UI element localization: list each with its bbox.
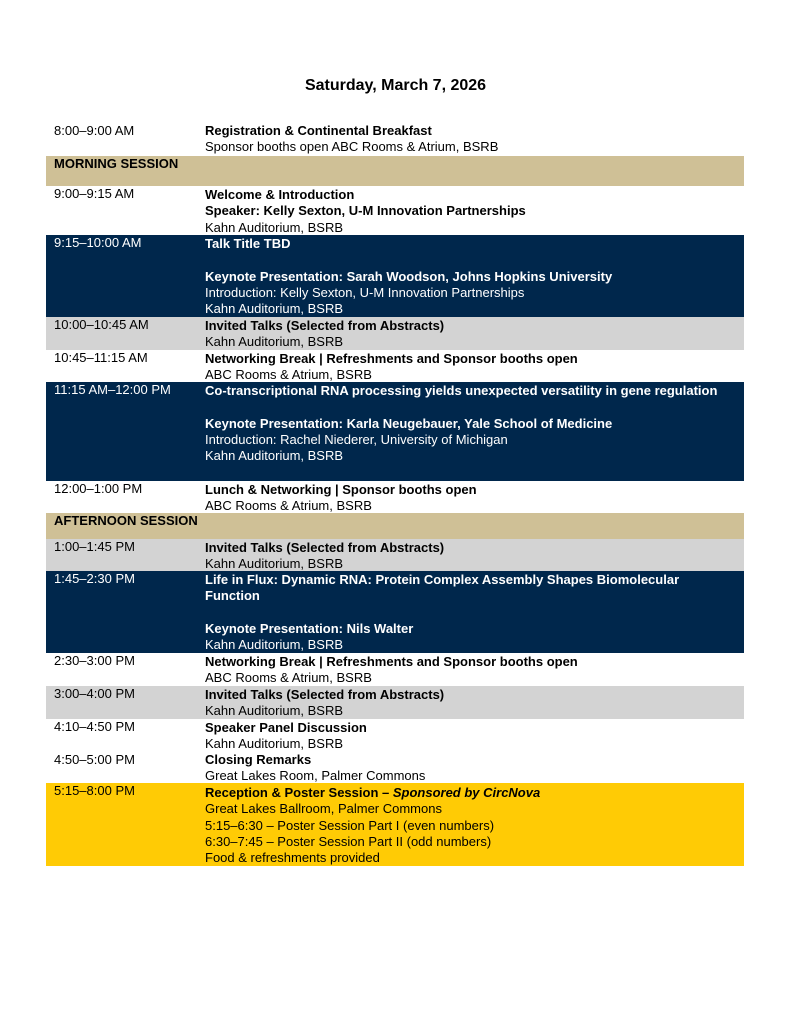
event-detail: ABC Rooms & Atrium, BSRB xyxy=(205,498,372,514)
schedule-row xyxy=(46,481,744,513)
schedule-row xyxy=(46,719,744,752)
event-title-line xyxy=(205,785,736,801)
event-title: Networking Break | Refreshments and Sponsor booths open xyxy=(205,351,578,366)
event-detail: Food & refreshments provided xyxy=(205,850,380,866)
schedule-row xyxy=(46,317,744,350)
time-cell: 8:00–9:00 AM xyxy=(54,123,135,138)
schedule-row xyxy=(46,686,744,719)
event-detail: Kahn Auditorium, BSRB xyxy=(205,736,344,752)
event-title: Registration & Continental Breakfast xyxy=(205,123,432,138)
time-cell: 1:45–2:30 PM xyxy=(54,571,135,586)
event-title: Invited Talks (Selected from Abstracts) xyxy=(205,540,445,555)
time-cell: 4:50–5:00 PM xyxy=(54,752,135,767)
schedule-row xyxy=(46,350,744,382)
event-keynote: Keynote Presentation: Karla Neugebauer, Yale School of Medicine xyxy=(205,415,613,431)
event-title: Invited Talks (Selected from Abstracts) xyxy=(205,318,445,333)
time-cell: 1:00–1:45 PM xyxy=(54,539,135,554)
event-title: Invited Talks (Selected from Abstracts) xyxy=(205,687,445,702)
time-cell: 5:15–8:00 PM xyxy=(54,783,135,798)
event-title: Welcome & Introduction xyxy=(205,187,355,202)
event-keynote: Keynote Presentation: Nils Walter xyxy=(205,620,414,636)
schedule-table xyxy=(46,123,744,866)
schedule-row xyxy=(46,539,744,571)
event-speaker: Speaker: Kelly Sexton, U-M Innovation Partnerships xyxy=(205,203,526,219)
schedule-row-keynote xyxy=(46,382,744,481)
event-title: Life in Flux: Dynamic RNA: Protein Complex Assembly Shapes Biomolecular Function xyxy=(205,572,680,604)
schedule-row xyxy=(46,752,744,783)
event-detail: Great Lakes Room, Palmer Commons xyxy=(205,768,426,784)
event-detail: Kahn Auditorium, BSRB xyxy=(205,334,344,350)
section-header-morning: MORNING SESSION xyxy=(46,156,744,186)
event-title: Reception & Poster Session – xyxy=(205,785,393,800)
event-sponsor: Sponsored by CircNova xyxy=(392,785,541,800)
time-cell: 2:30–3:00 PM xyxy=(54,653,135,668)
event-title: Co-transcriptional RNA processing yields unexpected versatility in gene regulation xyxy=(205,383,718,398)
event-detail: ABC Rooms & Atrium, BSRB xyxy=(205,367,372,383)
event-detail: Kahn Auditorium, BSRB xyxy=(205,556,344,572)
event-detail: Kahn Auditorium, BSRB xyxy=(205,703,344,719)
event-detail: Kahn Auditorium, BSRB xyxy=(205,637,344,653)
time-cell: 10:45–11:15 AM xyxy=(54,350,148,365)
event-detail: 5:15–6:30 – Poster Session Part I (even numbers) xyxy=(205,817,495,833)
event-title: Talk Title TBD xyxy=(205,236,291,251)
event-detail: Introduction: Rachel Niederer, University of Michigan xyxy=(205,431,508,447)
schedule-row-keynote xyxy=(46,235,744,317)
time-cell: 10:00–10:45 AM xyxy=(54,317,149,332)
event-detail: Kahn Auditorium, BSRB xyxy=(205,219,344,235)
event-keynote: Keynote Presentation: Sarah Woodson, Johns Hopkins University xyxy=(205,268,613,284)
event-detail: Great Lakes Ballroom, Palmer Commons xyxy=(205,801,442,817)
event-title: Lunch & Networking | Sponsor booths open xyxy=(205,482,477,497)
event-title: Closing Remarks xyxy=(205,752,312,767)
schedule-row xyxy=(46,653,744,686)
time-cell: 3:00–4:00 PM xyxy=(54,686,135,701)
time-cell: 9:00–9:15 AM xyxy=(54,186,135,201)
event-detail: Kahn Auditorium, BSRB xyxy=(205,448,344,464)
page-title: Saturday, March 7, 2026 xyxy=(304,77,487,94)
time-cell: 4:10–4:50 PM xyxy=(54,719,135,734)
schedule-row-reception xyxy=(46,783,744,866)
event-title: Speaker Panel Discussion xyxy=(205,720,367,735)
time-cell: 12:00–1:00 PM xyxy=(54,481,143,496)
schedule-row-keynote xyxy=(46,571,744,653)
time-cell: 9:15–10:00 AM xyxy=(54,235,142,250)
event-detail: Sponsor booths open ABC Rooms & Atrium, BSRB xyxy=(205,139,499,155)
event-detail: Introduction: Kelly Sexton, U-M Innovation Partnerships xyxy=(205,284,525,300)
section-header-afternoon: AFTERNOON SESSION xyxy=(46,513,744,539)
time-cell: 11:15 AM–12:00 PM xyxy=(54,382,171,397)
schedule-row xyxy=(46,123,744,156)
event-detail: ABC Rooms & Atrium, BSRB xyxy=(205,670,372,686)
event-detail: Kahn Auditorium, BSRB xyxy=(205,301,344,317)
event-title: Networking Break | Refreshments and Sponsor booths open xyxy=(205,654,578,669)
schedule-row xyxy=(46,186,744,235)
event-detail: 6:30–7:45 – Poster Session Part II (odd numbers) xyxy=(205,833,492,849)
